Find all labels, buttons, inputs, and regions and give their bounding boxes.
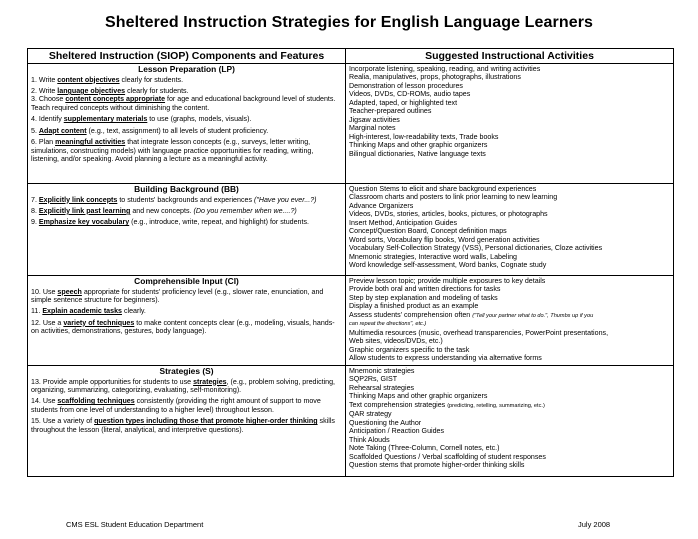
component-item: 13. Provide ample opportunities for students to use strategies, (e.g., problem solving, predicting, organizing, summarizing, categorizing, evaluating, self-monitoring). [31,377,336,394]
component-item: 4. Identify supplementary materials to use (graphs, models, visuals). [31,115,252,124]
activity-item: Thinking Maps and other graphic organizers [349,392,488,401]
activity-item: Insert Method, Anticipation Guides [349,218,458,227]
activity-item: Anticipation / Reaction Guides [349,427,445,436]
activity-item: High-interest, low-readability texts, Trade books [349,132,499,141]
component-item: 2. Write language objectives clearly for students. [31,86,189,95]
lp-activities-cell [346,64,674,184]
section-title: Comprehensible Input (CI) [134,276,239,286]
activity-item: Teacher-prepared outlines [349,107,432,116]
section-title: Strategies (S) [159,366,214,376]
activity-item: QAR strategy [349,410,392,419]
activity-item: Think Alouds [349,435,390,444]
bb-components-cell [28,184,346,276]
activity-item: Scaffolded Questions / Verbal scaffolding of student responses [349,452,546,461]
activity-item: Thinking Maps and other graphic organizers [349,141,488,150]
section-title: Lesson Preparation (LP) [138,64,235,74]
activity-item: Demonstration of lesson procedures [349,81,463,90]
activity-item: Question Stems to elicit and share background experiences [349,185,537,193]
component-item: 7. Explicitly link concepts to students' backgrounds and experiences ("Have you ever...?) [31,195,317,204]
activity-item: Provide both oral and written directions for tasks [349,285,501,294]
activity-item: Allow students to express understanding via alternative forms [349,354,542,363]
activity-item: Word sorts, Vocabulary flip books, Word generation activities [349,235,540,244]
activity-item: Realia, manipulatives, props, photographs, illustrations [349,73,521,82]
component-item: 8. Explicitly link past learning and new concepts. (Do you remember when we....?) [31,206,297,215]
activity-item: Questioning the Author [349,418,422,427]
activity-item: Text comprehension strategies (predicting, retelling, summarizing, etc.) [349,400,545,409]
section-row-lesson-preparation [28,64,674,184]
activity-item: Videos, DVDs, CD-ROMs, audio tapes [349,90,471,99]
activity-item: Graphic organizers specific to the task [349,345,470,354]
header-activities: Suggested Instructional Activities [346,49,674,64]
activity-item: Classroom charts and posters to link prior learning to new learning [349,193,558,202]
activity-item: can repeat the directions", etc.) [349,321,427,328]
activity-item: Videos, DVDs, stories, articles, books, pictures, or photographs [349,210,548,219]
activity-item: SQP2Rs, GIST [349,375,398,384]
ci-components-cell [28,276,346,366]
component-item: 9. Emphasize key vocabulary (e.g., introduce, write, repeat, and highlight) for students. [31,218,309,227]
ci-activities-cell [346,276,674,366]
activity-item: Step by step explanation and modeling of tasks [349,293,498,302]
bb-activities-cell [346,184,674,276]
component-item: 12. Use a variety of techniques to make content concepts clear (e.g., modeling, visuals, hands-on activities, demonstrations, gestures, body language). [31,318,335,336]
component-item: 14. Use scaffolding techniques consistently (providing the right amount of support to move students from one level of understanding to a higher level) throughout lesson. [31,397,321,414]
section-row-comprehensible-input [28,276,674,366]
section-title: Building Background (BB) [134,184,239,194]
header-components: Sheltered Instruction (SIOP) Components and Features [28,49,346,64]
component-item: 11. Explain academic tasks clearly. [31,307,146,316]
component-item: 1. Write content objectives clearly for students. [31,75,184,84]
activity-item: Rehearsal strategies [349,383,415,392]
strategies-table [27,48,674,477]
lp-components-cell [28,64,346,184]
st-activities-cell [346,366,674,477]
activity-item: Adapted, taped, or highlighted text [349,98,458,107]
activity-item: Advance Organizers [349,201,414,210]
activity-item: Marginal notes [349,124,396,133]
component-item: 15. Use a variety of question types including those that promote higher-order thinking skills throughout the lesson (literal, analytical, and interpretive questions). [31,417,335,434]
activity-item: Mnemonic strategies, Interactive word walls, Labeling [349,252,517,261]
component-item: 3. Choose content concepts appropriate for age and educational background level of students. Teach required concepts without diminishing the content. [31,95,336,112]
activity-item: Display a finished product as an example [349,302,479,311]
component-item: 10. Use speech appropriate for students' proficiency level (e.g., slower rate, enunciation, and simple sentence structure for beginners). [31,287,324,304]
component-item: 6. Plan meaningful activities that integrate lesson concepts (e.g., surveys, letter writing, simulations, constructing models) with language practice opportunities for reading, writing, listening, and/or speaking. Avoid planning a lecture as a meaningful activity. [31,138,314,164]
activity-item: Incorporate listening, speaking, reading, and writing activities [349,65,541,73]
activity-item: Mnemonic strategies [349,367,415,375]
activity-item: Web sites, videos/DVDs, etc.) [349,337,443,346]
st-components-cell [28,366,346,477]
component-item: 5. Adapt content (e.g., text, assignment) to all levels of student proficiency. [31,126,269,135]
activity-item: Jigsaw activities [349,115,400,124]
activity-item: Note Taking (Three-Column, Cornell notes, etc.) [349,444,500,453]
activity-item: Assess students' comprehension often ("Tell your partner what to do.", Thumbs up if you [349,310,594,319]
activity-item: Multimedia resources (music, overhead transparencies, PowerPoint presentations, [349,328,609,337]
activity-item: Question stems that promote higher-order thinking skills [349,460,525,469]
section-row-strategies [28,366,674,477]
activity-item: Vocabulary Self-Collection Strategy (VSS), Personal dictionaries, Cloze activities [349,244,603,253]
activity-item: Concept/Question Board, Concept definition maps [349,227,507,236]
activity-item: Bilingual dictionaries, Native language texts [349,149,486,158]
document-title: Sheltered Instruction Strategies for English Language Learners [104,14,594,31]
activity-item: Preview lesson topic; provide multiple exposures to key details [349,277,546,285]
activity-item: Word knowledge self-assessment, Word banks, Cognate study [349,261,547,270]
footer-date: July 2008 [578,520,611,529]
section-row-building-background [28,184,674,276]
footer-department: CMS ESL Student Education Department [66,520,204,529]
